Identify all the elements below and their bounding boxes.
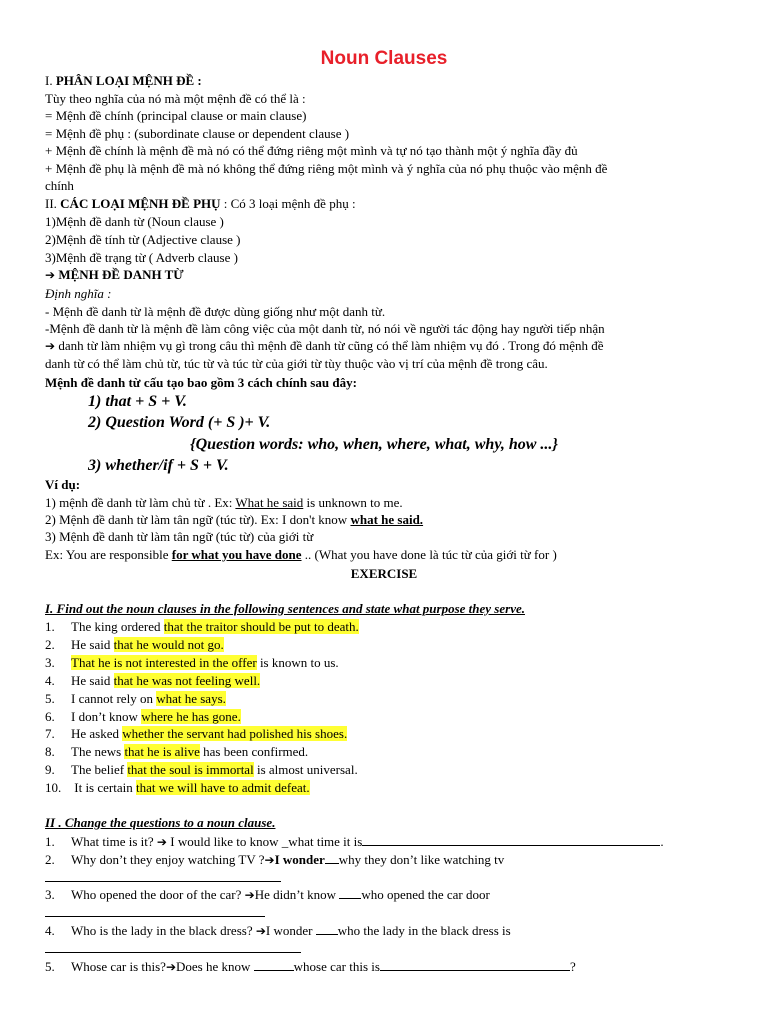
section2-suffix: : Có 3 loại mệnh đề phụ : xyxy=(220,196,356,211)
definition-line-arrow xyxy=(45,338,604,354)
arrow-right-icon: ➔ xyxy=(45,268,56,282)
section1-line: + Mệnh đề chính là mệnh đề mà nó có thể đứng riêng một mình và tự nó tạo thành một ý nghĩa đầy đủ xyxy=(45,143,578,158)
part1-item xyxy=(45,762,358,778)
item-number: 6. xyxy=(45,709,55,724)
answer-blank[interactable] xyxy=(325,851,339,864)
arrow-right-icon: ➔ xyxy=(45,339,56,353)
part1-item xyxy=(45,744,308,760)
noun-clause-heading: MỆNH ĐỀ DANH TỪ xyxy=(58,267,184,282)
highlighted-clause: that the traitor should be put to death. xyxy=(163,619,359,634)
item-text: I don’t know xyxy=(71,709,142,724)
item-number: 7. xyxy=(45,726,55,741)
item-text: It is certain xyxy=(71,780,136,795)
clause-type-item: 3)Mệnh đề trạng từ ( Adverb clause ) xyxy=(45,250,238,265)
answer-blank[interactable] xyxy=(339,886,361,899)
item-text: has been confirmed. xyxy=(199,744,309,759)
examples-label: Ví dụ: xyxy=(45,477,81,492)
item-number: 5. xyxy=(45,691,55,706)
example-2 xyxy=(45,512,423,528)
answer-blank[interactable] xyxy=(45,940,301,953)
highlighted-clause: That he is not interested in the offer xyxy=(71,655,257,670)
answer-text: who opened the car door xyxy=(361,887,490,902)
part1-item xyxy=(45,691,226,707)
highlighted-clause: whether the servant had polished his shoes. xyxy=(122,726,348,741)
section1-line: = Mệnh đề chính (principal clause or main clause) xyxy=(45,108,307,123)
answer-lead: Does he know xyxy=(176,959,254,974)
item-number: 3. xyxy=(45,655,55,670)
item-number: 10. xyxy=(45,780,62,795)
answer-blank-line xyxy=(45,904,265,921)
part2-question-2 xyxy=(45,851,504,868)
section1-line: chính xyxy=(45,178,74,193)
section1-heading: PHÂN LOẠI MỆNH ĐỀ : xyxy=(55,73,202,88)
definition-line: - Mệnh đề danh từ là mệnh đề được dùng giống như một danh từ. xyxy=(45,304,386,319)
formula-whether-if: 3) whether/if + S + V. xyxy=(88,457,229,474)
highlighted-clause: that he was not feeling well. xyxy=(113,673,261,688)
punctuation: . xyxy=(660,834,664,849)
answer-lead: I wonder xyxy=(265,923,316,938)
example-text: .. (What you have done là túc từ của giới từ for ) xyxy=(301,547,557,562)
section1-prefix: I. xyxy=(45,73,56,88)
section2-prefix: II. xyxy=(45,196,61,211)
noun-clause-heading-line xyxy=(45,267,184,283)
item-number: 4. xyxy=(45,923,55,938)
section2-heading: CÁC LOẠI MỆNH ĐỀ PHỤ xyxy=(60,196,221,211)
highlighted-clause: that the soul is immortal xyxy=(127,762,254,777)
answer-blank[interactable] xyxy=(254,958,294,971)
formula-that: 1) that + S + V. xyxy=(88,393,187,410)
item-number: 9. xyxy=(45,762,55,777)
example-text: 2) Mệnh đề danh từ làm tân ngữ (túc từ). Ex: I don't know xyxy=(45,512,351,527)
definition-line: -Mệnh đề danh từ là mệnh đề làm công việc của một danh từ, nó nói về người tác động hay người tiếp nhận xyxy=(45,321,605,336)
answer-blank-line xyxy=(45,940,301,957)
highlighted-clause: that he is alive xyxy=(124,744,200,759)
part1-item xyxy=(45,709,241,725)
section2-heading-line xyxy=(45,196,356,212)
example-text: 1) mệnh đề danh từ làm chủ từ . Ex: xyxy=(45,495,236,510)
question-text: Why don’t they enjoy watching TV ? xyxy=(71,852,265,867)
answer-blank[interactable] xyxy=(380,958,570,971)
section1-line: Tùy theo nghĩa của nó mà một mệnh đề có thể là : xyxy=(45,91,306,106)
highlighted-clause: what he says. xyxy=(156,691,226,706)
punctuation: ? xyxy=(569,959,576,974)
part2-question-3 xyxy=(45,886,490,903)
answer-lead: He didn’t know xyxy=(254,887,340,902)
item-number: 3. xyxy=(45,887,55,902)
item-text: The king ordered xyxy=(71,619,164,634)
item-number: 2. xyxy=(45,637,55,652)
item-text: The news xyxy=(71,744,125,759)
part1-item xyxy=(45,637,224,653)
answer-blank[interactable] xyxy=(316,922,338,935)
answer-lead: I wonder xyxy=(274,852,325,867)
item-number: 4. xyxy=(45,673,55,688)
item-text: He said xyxy=(71,673,114,688)
part1-item xyxy=(45,726,347,742)
part1-item xyxy=(45,673,260,689)
section1-line: + Mệnh đề phụ là mệnh đề mà nó không thể đứng riêng một mình và ý nghĩa của nó phụ thuộc vào mệnh đề xyxy=(45,161,608,176)
item-number: 1. xyxy=(45,834,55,849)
item-text: is almost universal. xyxy=(253,762,358,777)
definition-label: Định nghĩa : xyxy=(45,286,112,301)
item-number: 8. xyxy=(45,744,55,759)
arrow-right-icon: ➔ xyxy=(156,835,167,849)
answer-blank[interactable] xyxy=(45,869,281,882)
formula-question-word: 2) Question Word (+ S )+ V. xyxy=(88,414,271,431)
definition-line: danh từ có thể làm chủ từ, túc từ và túc từ của giới từ tùy thuộc vào vị trí của mệnh đề trong câu. xyxy=(45,356,548,371)
example-noun-clause: what he said. xyxy=(350,512,424,527)
answer-text: whose car this is xyxy=(293,959,380,974)
example-1 xyxy=(45,495,403,511)
arrow-right-icon: ➔ xyxy=(264,853,275,867)
item-number: 5. xyxy=(45,959,55,974)
item-number: 2. xyxy=(45,852,55,867)
example-text: is unknown to me. xyxy=(303,495,403,510)
item-number: 1. xyxy=(45,619,55,634)
part2-question-4 xyxy=(45,922,511,939)
section1-line: = Mệnh đề phụ : (subordinate clause or dependent clause ) xyxy=(45,126,350,141)
item-text: I cannot rely on xyxy=(71,691,157,706)
page-title: Noun Clauses xyxy=(320,48,448,69)
structure-intro: Mệnh đề danh từ cấu tạo bao gồm 3 cách chính sau đây: xyxy=(45,375,357,390)
part1-item xyxy=(45,619,359,635)
formula-question-words-list: {Question words: who, when, where, what, why, how ...} xyxy=(190,436,558,453)
arrow-right-icon: ➔ xyxy=(165,960,177,974)
example-text: Ex: You are responsible xyxy=(45,547,172,562)
item-text: He said xyxy=(71,637,114,652)
arrow-right-icon: ➔ xyxy=(255,924,266,938)
arrow-right-icon: ➔ xyxy=(244,888,255,902)
part1-item xyxy=(45,655,339,671)
clause-type-item: 1)Mệnh đề danh từ (Noun clause ) xyxy=(45,214,224,229)
item-text: The belief xyxy=(71,762,128,777)
exercise-title: EXERCISE xyxy=(350,566,418,581)
item-text: is known to us. xyxy=(256,655,339,670)
example-3: 3) Mệnh đề danh từ làm tân ngữ (túc từ) của giới từ xyxy=(45,529,314,544)
answer-blank-line xyxy=(45,869,281,886)
answer-text: I would like to know _what time it is xyxy=(166,834,363,849)
question-text: Who is the lady in the black dress? xyxy=(71,923,256,938)
definition-line: danh từ làm nhiệm vụ gì trong câu thì mệnh đề danh từ cũng có thể làm nhiệm vụ đó . Trong đó mệnh đề xyxy=(55,338,604,353)
answer-text: who the lady in the black dress is xyxy=(337,923,511,938)
answer-text: why they don’t like watching tv xyxy=(338,852,505,867)
example-noun-clause: for what you have done xyxy=(171,547,302,562)
highlighted-clause: that we will have to admit defeat. xyxy=(135,780,310,795)
example-noun-clause: What he said xyxy=(235,495,304,510)
highlighted-clause: that he would not go. xyxy=(113,637,224,652)
highlighted-clause: where he has gone. xyxy=(141,709,241,724)
part2-question-1 xyxy=(45,833,664,850)
part1-heading: I. Find out the noun clauses in the following sentences and state what purpose they serve. xyxy=(45,601,525,616)
item-text: He asked xyxy=(71,726,123,741)
example-4 xyxy=(45,547,557,563)
section1-heading-line xyxy=(45,73,202,89)
part2-question-5 xyxy=(45,958,576,975)
question-text: Whose car is this? xyxy=(71,959,166,974)
part2-heading: II . Change the questions to a noun clause. xyxy=(45,815,276,830)
part1-item xyxy=(45,780,310,796)
answer-blank[interactable] xyxy=(362,833,660,846)
question-text: What time is it? xyxy=(71,834,157,849)
clause-type-item: 2)Mệnh đề tính từ (Adjective clause ) xyxy=(45,232,241,247)
question-text: Who opened the door of the car? xyxy=(71,887,245,902)
answer-blank[interactable] xyxy=(45,904,265,917)
